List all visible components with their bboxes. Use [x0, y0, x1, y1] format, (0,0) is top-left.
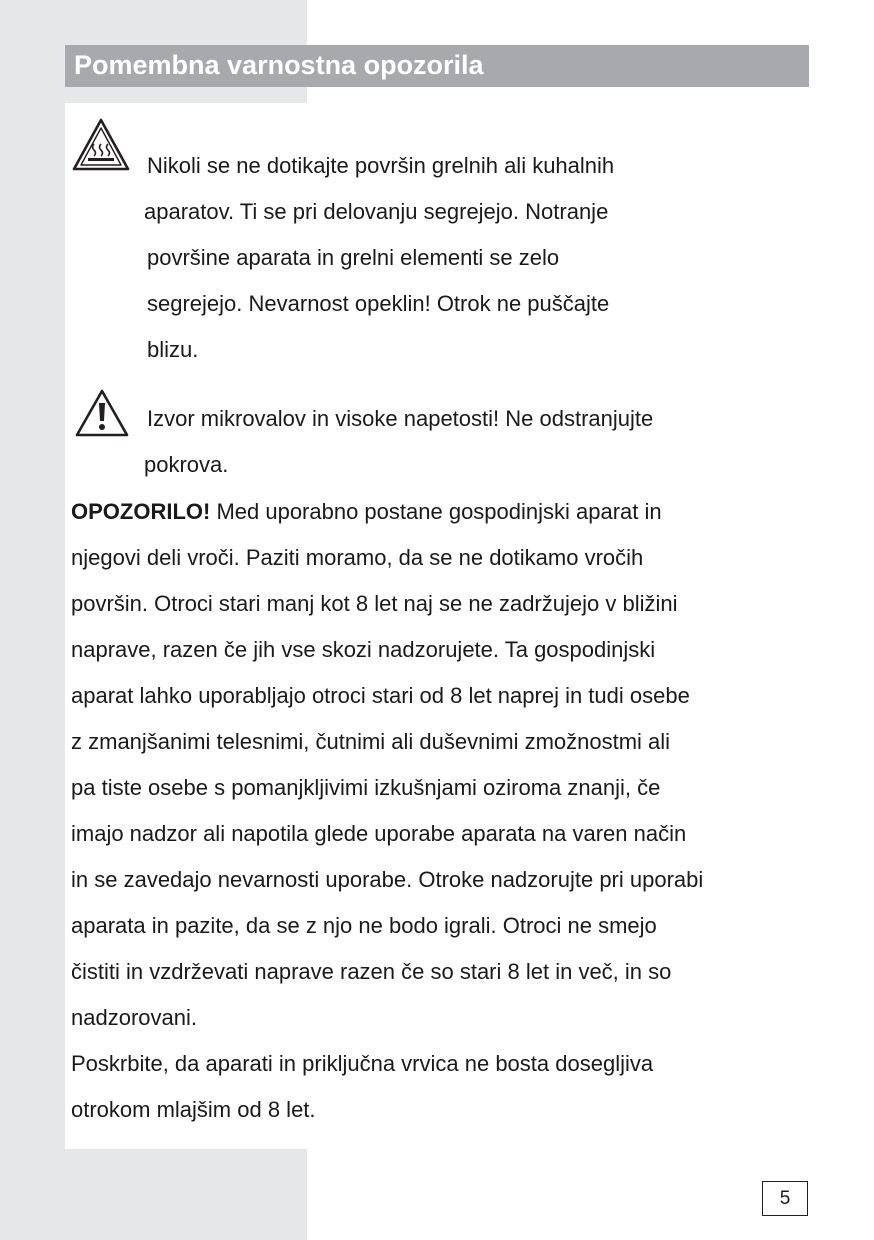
opozorilo-line: imajo nadzor ali napotila glede uporabe aparata na varen način	[71, 821, 687, 846]
microwave-warning-line: pokrova.	[144, 452, 229, 477]
hot-warning-line: segrejejo. Nevarnost opeklin! Otrok ne puščajte	[147, 291, 610, 316]
opozorilo-line: in se zavedajo nevarnosti uporabe. Otroke nadzorujte pri uporabi	[71, 867, 704, 892]
opozorilo-line: nadzorovani.	[71, 1005, 197, 1030]
opozorilo-line: aparat lahko uporabljajo otroci stari od 8 let naprej in tudi osebe	[71, 683, 690, 708]
opozorilo-line: naprave, razen če jih vse skozi nadzorujete. Ta gospodinjski	[71, 637, 656, 662]
opozorilo-line: aparata in pazite, da se z njo ne bodo igrali. Otroci ne smejo	[71, 913, 657, 938]
opozorilo-line: pa tiste osebe s pomanjkljivimi izkušnjami oziroma znanji, če	[71, 775, 661, 800]
hot-warning-line: blizu.	[147, 337, 199, 362]
hot-warning-line: aparatov. Ti se pri delovanju segrejejo. Notranje	[144, 199, 609, 224]
hot-warning-line: površine aparata in grelni elementi se zelo	[147, 245, 560, 270]
section-header	[65, 45, 809, 87]
hot-warning-line: Nikoli se ne dotikajte površin grelnih ali kuhalnih	[147, 153, 615, 178]
opozorilo-first-line-text: Med uporabno postane gospodinjski aparat in	[210, 499, 662, 524]
opozorilo-line: površin. Otroci stari manj kot 8 let naj se ne zadržujejo v bližini	[71, 591, 678, 616]
opozorilo-first-line	[71, 498, 662, 526]
caution-exclamation-icon	[74, 388, 130, 438]
hot-surface-warning-icon	[72, 118, 130, 172]
cord-notice-line: Poskrbite, da aparati in priključna vrvica ne bosta dosegljiva	[71, 1051, 654, 1076]
opozorilo-line: z zmanjšanimi telesnimi, čutnimi ali duševnimi zmožnostmi ali	[71, 729, 671, 754]
microwave-warning-line: Izvor mikrovalov in visoke napetosti! Ne odstranjujte	[147, 406, 654, 431]
page-number: 5	[762, 1181, 808, 1216]
opozorilo-line: čistiti in vzdrževati naprave razen če so stari 8 let in več, in so	[71, 959, 672, 984]
section-title: Pomembna varnostna opozorila	[74, 50, 484, 80]
cord-notice-line: otrokom mlajšim od 8 let.	[71, 1097, 316, 1122]
opozorilo-label: OPOZORILO!	[71, 499, 211, 524]
opozorilo-line: njegovi deli vroči. Paziti moramo, da se ne dotikamo vročih	[71, 545, 644, 570]
